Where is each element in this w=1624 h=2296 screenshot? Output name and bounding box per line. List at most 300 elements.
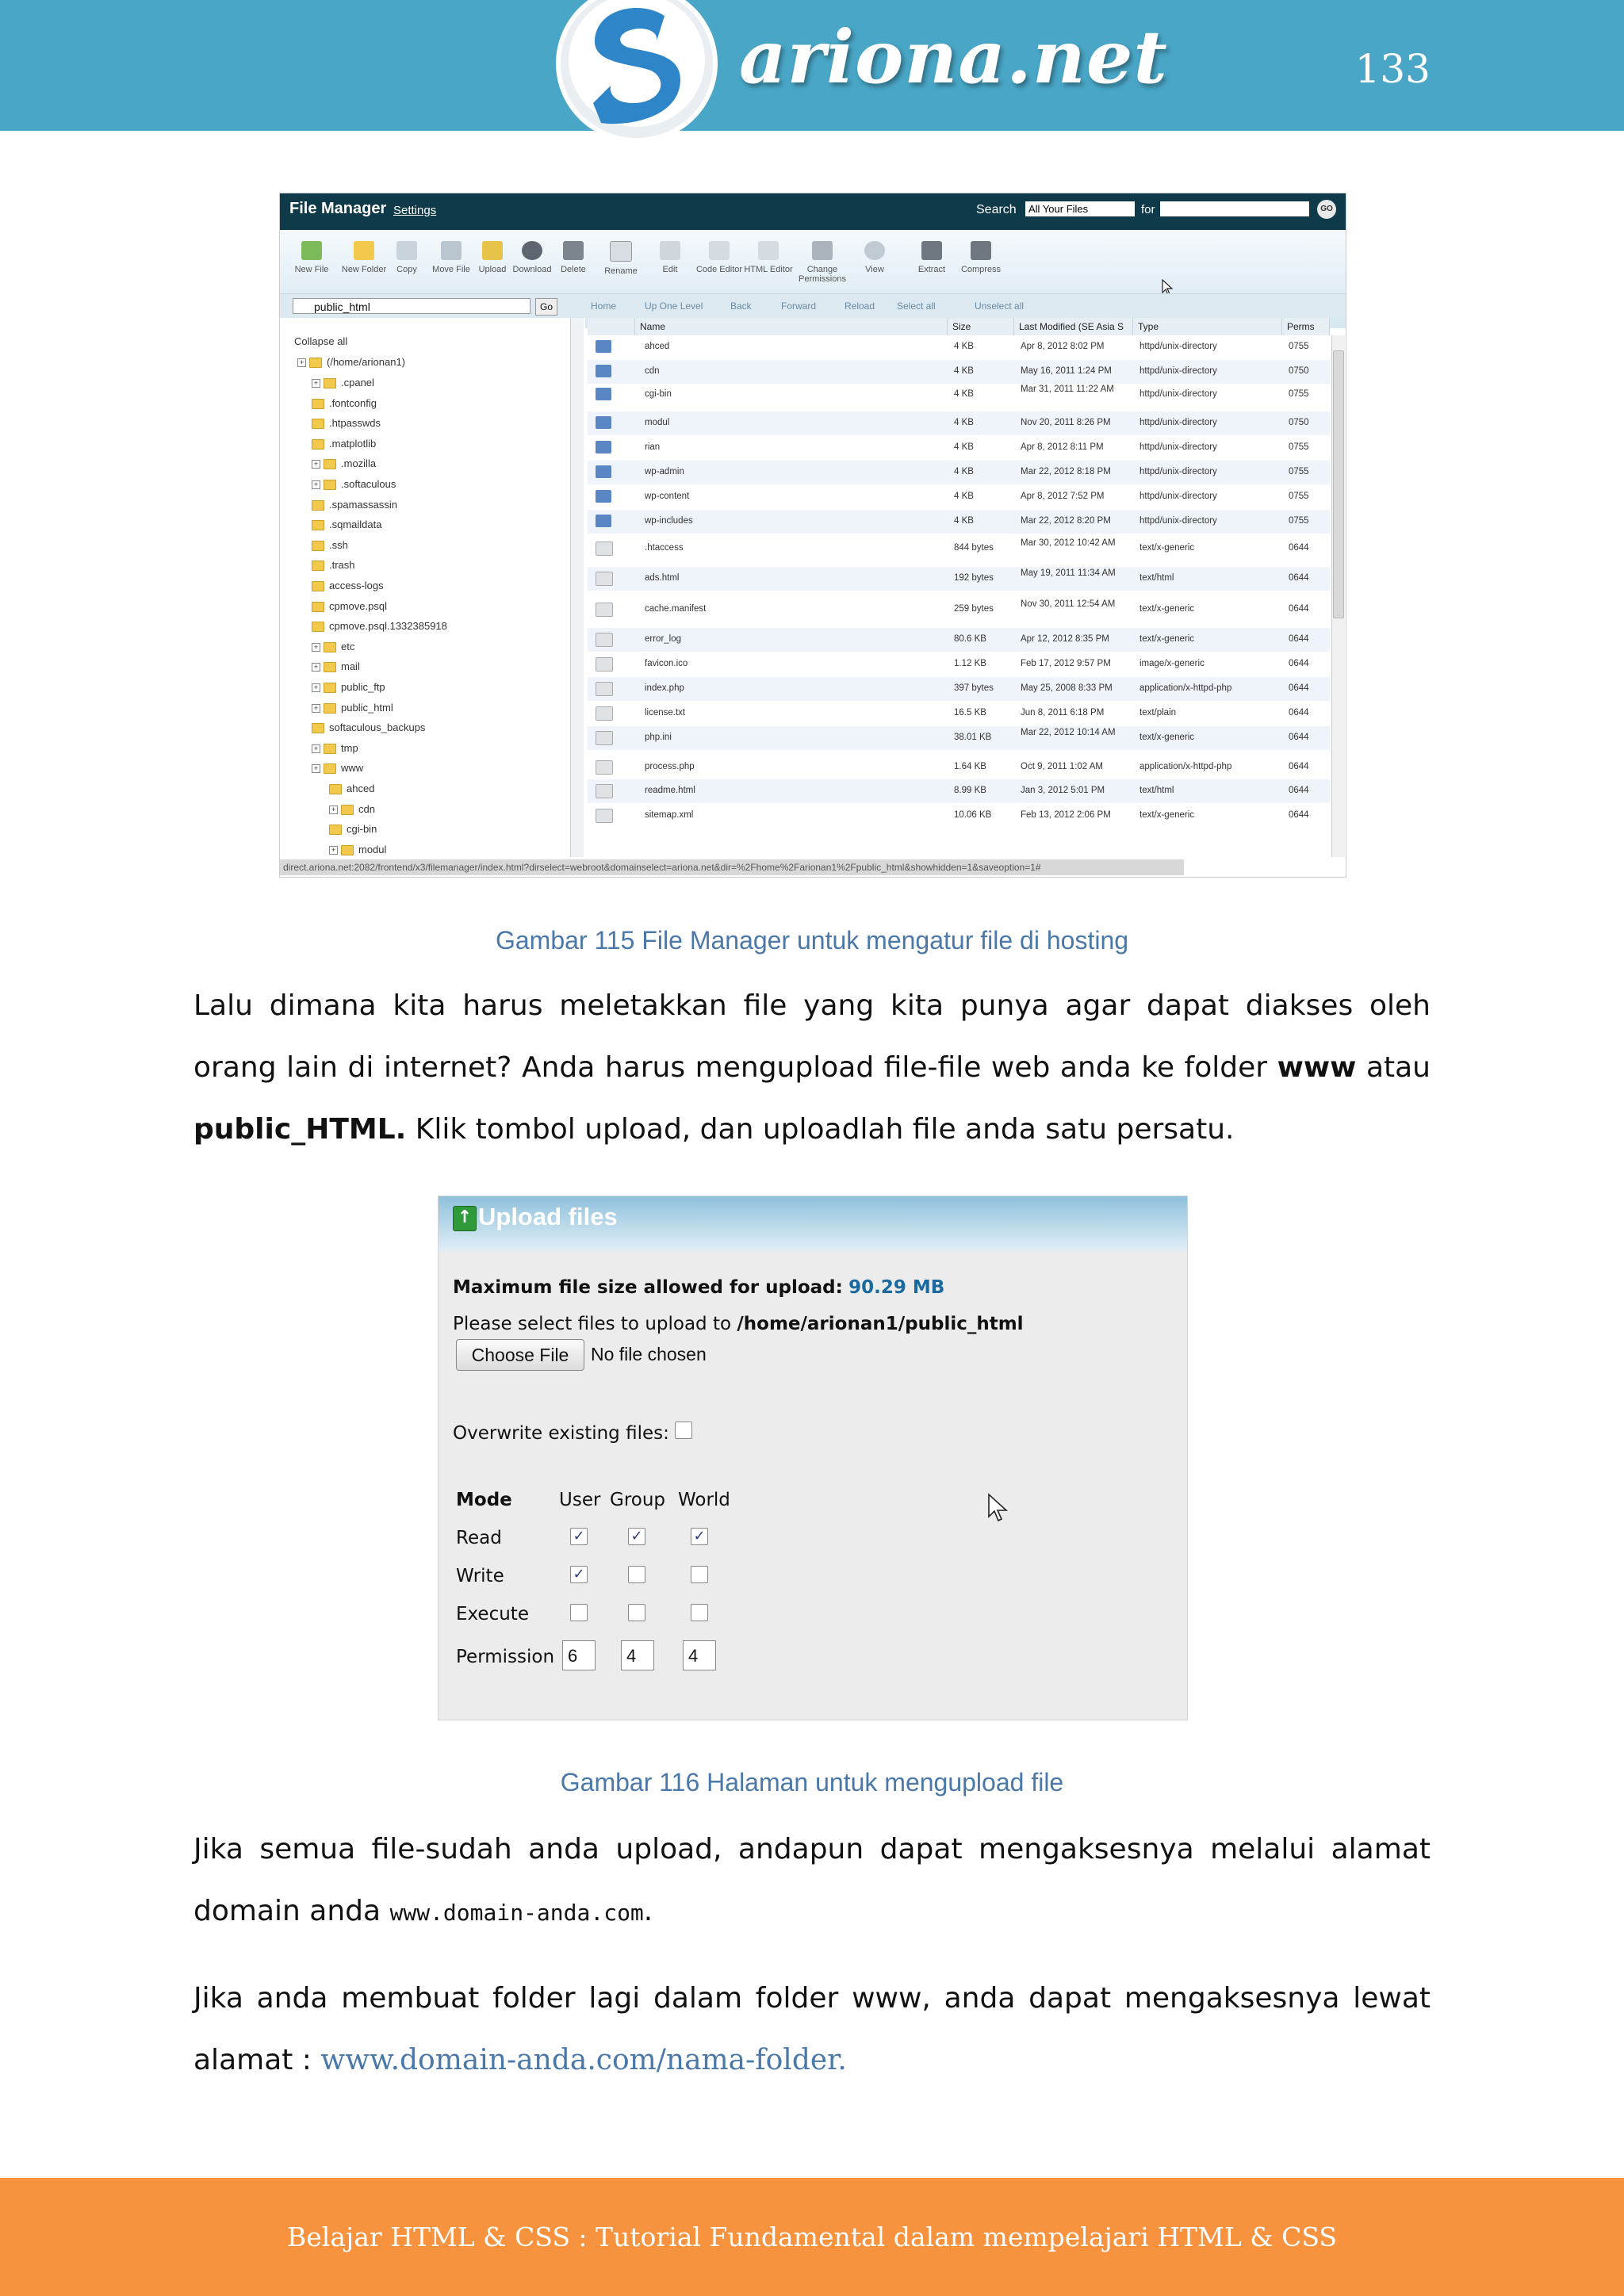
cell-name: wp-content bbox=[645, 492, 690, 501]
ariona-logo-icon bbox=[553, 0, 720, 147]
paragraph-subfolder-access: Jika anda membuat folder lagi dalam folder www, anda dapat mengaksesnya lewat alamat : www.domain-anda.com/nama-folder. bbox=[193, 1982, 1431, 2076]
nav-back[interactable]: Back bbox=[730, 300, 752, 312]
cell-name: ads.html bbox=[645, 573, 680, 583]
extract-button[interactable]: Extract bbox=[906, 241, 957, 274]
read-group-checkbox[interactable]: ✓ bbox=[628, 1528, 645, 1545]
cell-size: 4 KB bbox=[954, 467, 974, 476]
cell-type: text/html bbox=[1139, 573, 1174, 583]
file-manager-topbar bbox=[280, 193, 1346, 230]
cell-size: 259 bytes bbox=[954, 604, 994, 614]
cell-type: httpd/unix-directory bbox=[1139, 492, 1217, 501]
cell-type: httpd/unix-directory bbox=[1139, 442, 1217, 452]
cell-perms: 0755 bbox=[1289, 467, 1309, 476]
table-row[interactable] bbox=[588, 652, 1330, 676]
upload-header bbox=[439, 1196, 1187, 1253]
magnifier-icon bbox=[864, 241, 885, 260]
tree-folder[interactable]: .trash bbox=[312, 559, 355, 571]
folder-icon bbox=[324, 744, 336, 754]
expand-toggle-icon[interactable]: + bbox=[312, 663, 320, 672]
execute-group-checkbox[interactable] bbox=[628, 1604, 645, 1621]
cell-name: .htaccess bbox=[645, 543, 684, 553]
tree-root[interactable]: + (/home/arionan1) bbox=[297, 356, 405, 368]
edit-button[interactable]: Edit bbox=[645, 241, 695, 274]
cell-perms: 0644 bbox=[1289, 634, 1309, 644]
figure-caption-115: Gambar 115 File Manager untuk mengatur file di hosting bbox=[495, 926, 1129, 955]
tree-folder[interactable]: .spamassassin bbox=[312, 499, 397, 511]
file-icon bbox=[596, 633, 613, 647]
folder-icon bbox=[341, 805, 354, 815]
copy-icon bbox=[396, 241, 417, 260]
cell-modified: Mar 22, 2012 8:20 PM bbox=[1021, 516, 1111, 526]
change-permissions-button[interactable]: Change Permissions bbox=[797, 241, 848, 284]
folder-icon bbox=[312, 419, 324, 429]
folder-icon bbox=[596, 490, 611, 503]
table-row[interactable] bbox=[588, 436, 1330, 460]
cell-modified: May 25, 2008 8:33 PM bbox=[1021, 683, 1113, 693]
cell-type: text/x-generic bbox=[1139, 634, 1195, 644]
nav-up-one-level[interactable]: Up One Level bbox=[645, 300, 703, 312]
compress-icon bbox=[971, 241, 991, 260]
cell-modified: May 19, 2011 11:34 AM bbox=[1021, 568, 1116, 578]
read-user-checkbox[interactable]: ✓ bbox=[570, 1528, 588, 1545]
permission-user-input[interactable]: 6 bbox=[562, 1640, 596, 1670]
rename-button[interactable]: Rename bbox=[596, 241, 646, 276]
cell-size: 4 KB bbox=[954, 442, 974, 452]
nav-forward[interactable]: Forward bbox=[781, 300, 817, 312]
folder-icon bbox=[596, 441, 611, 453]
expand-toggle-icon[interactable]: + bbox=[312, 480, 320, 489]
cell-perms: 0755 bbox=[1289, 442, 1309, 452]
cell-size: 1.12 KB bbox=[954, 659, 986, 668]
tree-folder[interactable]: ahced bbox=[329, 783, 374, 794]
execute-user-checkbox[interactable] bbox=[570, 1604, 588, 1621]
cell-name: cdn bbox=[645, 366, 660, 376]
table-row[interactable] bbox=[588, 461, 1330, 484]
folder-icon bbox=[596, 416, 611, 429]
cell-modified: Jan 3, 2012 5:01 PM bbox=[1021, 786, 1105, 795]
write-world-checkbox[interactable] bbox=[691, 1566, 708, 1583]
folder-icon bbox=[312, 622, 324, 632]
cell-name: php.ini bbox=[645, 733, 672, 742]
file-icon bbox=[596, 809, 613, 823]
expand-toggle-icon[interactable]: + bbox=[312, 704, 320, 713]
cell-perms: 0644 bbox=[1289, 543, 1309, 553]
permission-group-input[interactable]: 4 bbox=[621, 1640, 654, 1670]
expand-toggle-icon[interactable]: + bbox=[329, 846, 338, 855]
cell-perms: 0750 bbox=[1289, 418, 1309, 427]
cell-name: license.txt bbox=[645, 708, 686, 718]
page-footer bbox=[0, 2178, 1624, 2296]
read-label: Read bbox=[456, 1528, 502, 1548]
path-go-button[interactable]: Go bbox=[535, 298, 557, 316]
copy-button[interactable]: Copy bbox=[381, 241, 432, 274]
folder-icon bbox=[324, 703, 336, 714]
nav-select-all[interactable]: Select all bbox=[897, 300, 936, 312]
tree-folder[interactable]: + mail bbox=[312, 660, 360, 672]
table-row[interactable] bbox=[588, 510, 1330, 534]
cell-name: readme.html bbox=[645, 786, 695, 795]
cell-perms: 0644 bbox=[1289, 683, 1309, 693]
tree-folder[interactable]: + etc bbox=[312, 641, 354, 652]
file-icon bbox=[596, 572, 613, 586]
search-input[interactable] bbox=[1160, 201, 1309, 216]
new-file-button[interactable]: New File bbox=[286, 241, 337, 274]
tree-folder[interactable]: .htpasswds bbox=[312, 417, 381, 429]
path-bar bbox=[280, 293, 1346, 318]
folder-icon bbox=[324, 662, 336, 672]
folder-icon bbox=[324, 480, 336, 490]
folder-icon bbox=[312, 500, 324, 511]
cell-type: httpd/unix-directory bbox=[1139, 342, 1217, 351]
cell-size: 4 KB bbox=[954, 418, 974, 427]
table-row[interactable] bbox=[588, 628, 1330, 652]
upload-icon bbox=[482, 241, 503, 260]
folder-icon bbox=[312, 602, 324, 612]
new-folder-icon bbox=[354, 241, 374, 260]
tree-folder[interactable]: + public_ftp bbox=[312, 681, 385, 693]
table-row[interactable] bbox=[588, 598, 1330, 622]
folder-icon bbox=[312, 723, 324, 733]
table-row[interactable] bbox=[588, 702, 1330, 725]
file-icon bbox=[596, 603, 613, 617]
search-label: Search bbox=[976, 203, 1017, 216]
file-icon bbox=[596, 784, 613, 798]
cell-type: application/x-httpd-php bbox=[1139, 762, 1232, 771]
move-file-icon bbox=[441, 241, 462, 260]
figure-caption-116: Gambar 116 Halaman untuk mengupload file bbox=[560, 1768, 1064, 1797]
table-row[interactable] bbox=[588, 726, 1330, 750]
download-button[interactable]: Download bbox=[507, 241, 557, 274]
path-input[interactable]: public_html bbox=[293, 298, 530, 314]
cell-modified: Nov 30, 2011 12:54 AM bbox=[1021, 599, 1116, 609]
cell-name: error_log bbox=[645, 634, 682, 644]
folder-icon bbox=[324, 378, 336, 388]
cell-size: 192 bytes bbox=[954, 573, 994, 583]
tree-folder[interactable]: + modul bbox=[329, 844, 386, 855]
cell-name: sitemap.xml bbox=[645, 810, 694, 820]
nav-unselect-all[interactable]: Unselect all bbox=[975, 300, 1025, 312]
footer-text: Belajar HTML & CSS : Tutorial Fundamental dalam mempelajari HTML & CSS bbox=[287, 2221, 1337, 2252]
nav-reload[interactable]: Reload bbox=[845, 300, 875, 312]
upload-title: Upload files bbox=[478, 1203, 618, 1230]
settings-link[interactable]: Settings bbox=[393, 204, 437, 217]
no-file-chosen-label: No file chosen bbox=[591, 1344, 707, 1364]
file-icon bbox=[596, 731, 613, 745]
execute-world-checkbox[interactable] bbox=[691, 1604, 708, 1621]
cell-modified: Mar 22, 2012 10:14 AM bbox=[1021, 728, 1116, 737]
cell-name: process.php bbox=[645, 762, 695, 771]
cell-name: ahced bbox=[645, 342, 670, 351]
cell-size: 80.6 KB bbox=[954, 634, 986, 644]
cell-perms: 0755 bbox=[1289, 516, 1309, 526]
subfolder-link[interactable]: www.domain-anda.com/nama-folder. bbox=[320, 2044, 847, 2076]
cell-modified: Apr 8, 2012 7:52 PM bbox=[1021, 492, 1105, 501]
column-perms[interactable]: Perms bbox=[1282, 318, 1330, 335]
cell-modified: Apr 12, 2012 8:35 PM bbox=[1021, 634, 1109, 644]
tree-folder[interactable]: cpmove.psql.1332385918 bbox=[312, 620, 447, 632]
folder-icon bbox=[341, 845, 354, 855]
cell-perms: 0750 bbox=[1289, 366, 1309, 376]
cell-type: text/x-generic bbox=[1139, 733, 1195, 742]
folder-icon bbox=[596, 365, 611, 377]
expand-toggle-icon[interactable]: + bbox=[329, 806, 338, 814]
read-world-checkbox[interactable]: ✓ bbox=[691, 1528, 708, 1545]
table-row[interactable] bbox=[588, 360, 1330, 384]
cell-perms: 0644 bbox=[1289, 733, 1309, 742]
file-manager-title: File Manager bbox=[289, 200, 387, 217]
file-icon bbox=[596, 760, 613, 775]
file-icon bbox=[596, 706, 613, 721]
write-group-checkbox[interactable] bbox=[628, 1566, 645, 1583]
table-scrollbar-thumb[interactable] bbox=[1333, 350, 1344, 618]
view-button[interactable]: View bbox=[849, 241, 900, 274]
folder-icon bbox=[324, 642, 336, 652]
cell-modified: Mar 31, 2011 11:22 AM bbox=[1021, 385, 1114, 394]
tree-folder[interactable]: + cdn bbox=[329, 803, 375, 815]
cell-name: index.php bbox=[645, 683, 684, 693]
folder-icon bbox=[324, 459, 336, 469]
table-row[interactable] bbox=[588, 335, 1330, 359]
tree-folder[interactable]: .fontconfig bbox=[312, 397, 377, 409]
cell-name: cgi-bin bbox=[645, 389, 672, 399]
folder-icon bbox=[309, 358, 322, 368]
tree-folder[interactable]: .ssh bbox=[312, 539, 348, 551]
expand-toggle-icon[interactable]: + bbox=[312, 379, 320, 388]
folder-icon bbox=[596, 388, 611, 400]
paragraph-upload-location: Lalu dimana kita harus meletakkan file yang kita punya agar dapat diakses oleh orang lain di internet? Anda harus mengupload file-file web anda ke folder www atau public_HTML. Klik tombol upload, dan uploadlah file anda satu persatu. bbox=[193, 989, 1431, 1146]
edit-icon bbox=[660, 241, 680, 260]
cell-size: 4 KB bbox=[954, 366, 974, 376]
search-for-label: for bbox=[1141, 203, 1155, 216]
tree-folder[interactable]: .sqmaildata bbox=[312, 519, 381, 530]
expand-toggle-icon[interactable]: + bbox=[312, 764, 320, 773]
table-row[interactable] bbox=[588, 411, 1330, 435]
file-icon bbox=[596, 657, 613, 672]
page-number: 133 bbox=[1354, 46, 1431, 92]
move-file-button[interactable]: Move File bbox=[426, 241, 477, 274]
folder-icon bbox=[312, 439, 324, 450]
folder-icon bbox=[312, 520, 324, 530]
cell-perms: 0755 bbox=[1289, 342, 1309, 351]
column-modified[interactable]: Last Modified (SE Asia S bbox=[1014, 318, 1133, 335]
cell-name: modul bbox=[645, 418, 670, 427]
cell-type: image/x-generic bbox=[1139, 659, 1205, 668]
cell-perms: 0755 bbox=[1289, 389, 1309, 399]
tree-folder[interactable]: cgi-bin bbox=[329, 823, 377, 835]
page-header bbox=[0, 0, 1624, 131]
column-type[interactable]: Type bbox=[1133, 318, 1282, 335]
tree-folder[interactable]: access-logs bbox=[312, 580, 384, 591]
tree-folder[interactable]: + .mozilla bbox=[312, 457, 376, 469]
cell-size: 8.99 KB bbox=[954, 786, 986, 795]
cell-modified: Feb 17, 2012 9:57 PM bbox=[1021, 659, 1111, 668]
folder-icon bbox=[312, 561, 324, 571]
cell-type: httpd/unix-directory bbox=[1139, 366, 1217, 376]
tree-folder[interactable]: + www bbox=[312, 762, 363, 774]
search-go-button[interactable]: GO bbox=[1317, 200, 1336, 219]
cell-modified: Apr 8, 2012 8:11 PM bbox=[1021, 442, 1104, 452]
code-editor-button[interactable]: Code Editor bbox=[694, 241, 745, 274]
upload-files-screenshot bbox=[438, 1196, 1188, 1720]
rename-icon bbox=[610, 241, 632, 262]
folder-icon bbox=[312, 541, 324, 551]
cell-size: 1.64 KB bbox=[954, 762, 986, 771]
cell-size: 844 bytes bbox=[954, 543, 994, 553]
cell-size: 4 KB bbox=[954, 389, 974, 399]
cell-perms: 0644 bbox=[1289, 810, 1309, 820]
tree-collapse-all[interactable]: Collapse all bbox=[294, 335, 348, 347]
html-editor-button[interactable]: HTML Editor bbox=[743, 241, 794, 274]
cell-name: wp-admin bbox=[645, 467, 684, 476]
compress-button[interactable]: Compress bbox=[956, 241, 1006, 274]
cell-type: httpd/unix-directory bbox=[1139, 389, 1217, 399]
folder-tree bbox=[280, 318, 585, 857]
tree-folder[interactable]: + .softaculous bbox=[312, 478, 396, 490]
expand-toggle-icon[interactable]: + bbox=[297, 358, 306, 367]
group-header: Group bbox=[610, 1490, 666, 1510]
permission-label: Permission bbox=[456, 1647, 555, 1667]
tree-folder[interactable]: cpmove.psql bbox=[312, 600, 387, 612]
write-user-checkbox[interactable]: ✓ bbox=[570, 1566, 588, 1583]
folder-icon bbox=[312, 399, 324, 409]
status-bar-url: direct.ariona.net:2082/frontend/x3/filemanager/index.html?dirselect=webroot&domainselect=ariona.net&dir=%2Fhome%2Farionan1%2Fpublic_html&showhidden=1&saveoption=1# bbox=[280, 859, 1184, 875]
permission-world-input[interactable]: 4 bbox=[683, 1640, 716, 1670]
cell-name: favicon.ico bbox=[645, 659, 688, 668]
tree-folder[interactable]: softaculous_backups bbox=[312, 721, 425, 733]
folder-icon bbox=[596, 340, 611, 353]
cell-perms: 0644 bbox=[1289, 708, 1309, 718]
new-folder-button[interactable]: New Folder bbox=[339, 241, 389, 274]
folder-icon bbox=[596, 515, 611, 527]
delete-icon bbox=[563, 241, 584, 260]
column-name[interactable]: Name bbox=[635, 318, 948, 335]
extract-icon bbox=[921, 241, 942, 260]
download-icon bbox=[522, 241, 542, 260]
cell-type: text/html bbox=[1139, 786, 1174, 795]
delete-button[interactable]: Delete bbox=[548, 241, 599, 274]
cell-size: 10.06 KB bbox=[954, 810, 992, 820]
cell-size: 397 bytes bbox=[954, 683, 994, 693]
cell-perms: 0644 bbox=[1289, 604, 1309, 614]
expand-toggle-icon[interactable]: + bbox=[312, 744, 320, 753]
table-row[interactable] bbox=[588, 804, 1330, 828]
cell-type: httpd/unix-directory bbox=[1139, 418, 1217, 427]
tree-folder[interactable]: + public_html bbox=[312, 702, 393, 714]
cell-type: httpd/unix-directory bbox=[1139, 467, 1217, 476]
execute-label: Execute bbox=[456, 1604, 529, 1624]
cell-size: 4 KB bbox=[954, 342, 974, 351]
upload-button[interactable]: Upload bbox=[467, 241, 518, 274]
cell-modified: Jun 8, 2011 6:18 PM bbox=[1021, 708, 1105, 718]
cell-type: text/x-generic bbox=[1139, 810, 1195, 820]
table-row[interactable] bbox=[588, 677, 1330, 701]
brand-name: ariona.net bbox=[739, 14, 1168, 100]
overwrite-label: Overwrite existing files: bbox=[453, 1423, 669, 1444]
expand-toggle-icon[interactable]: + bbox=[312, 460, 320, 469]
cell-modified: Oct 9, 2011 1:02 AM bbox=[1021, 762, 1103, 771]
column-size[interactable]: Size bbox=[948, 318, 1014, 335]
tree-folder[interactable]: + .cpanel bbox=[312, 377, 374, 388]
user-header: User bbox=[559, 1490, 601, 1510]
folder-icon bbox=[324, 763, 336, 774]
new-file-icon bbox=[301, 241, 322, 260]
key-icon bbox=[812, 241, 833, 260]
write-label: Write bbox=[456, 1566, 504, 1586]
world-header: World bbox=[678, 1490, 730, 1510]
cell-type: application/x-httpd-php bbox=[1139, 683, 1232, 693]
cell-perms: 0644 bbox=[1289, 762, 1309, 771]
tree-folder[interactable]: + tmp bbox=[312, 742, 358, 754]
table-row[interactable] bbox=[588, 383, 1330, 407]
table-row[interactable] bbox=[588, 537, 1330, 561]
table-row[interactable] bbox=[588, 756, 1330, 779]
cell-perms: 0644 bbox=[1289, 659, 1309, 668]
file-icon bbox=[596, 541, 613, 556]
file-manager-screenshot bbox=[279, 193, 1346, 878]
table-row[interactable] bbox=[588, 567, 1330, 591]
cell-size: 4 KB bbox=[954, 516, 974, 526]
mouse-cursor-icon bbox=[987, 1493, 1009, 1523]
paragraph-access-domain: Jika semua file-sudah anda upload, andapun dapat mengaksesnya melalui alamat domain anda www.domain-anda.com. bbox=[193, 1833, 1431, 1927]
max-file-size: Maximum file size allowed for upload: 90.29 MB bbox=[453, 1277, 945, 1298]
folder-icon bbox=[312, 581, 324, 591]
cell-type: text/x-generic bbox=[1139, 604, 1195, 614]
upload-destination: Please select files to upload to /home/arionan1/public_html bbox=[453, 1314, 1024, 1334]
choose-file-button[interactable]: Choose File bbox=[456, 1339, 584, 1371]
file-icon bbox=[596, 682, 613, 696]
cell-modified: May 16, 2011 1:24 PM bbox=[1021, 366, 1112, 376]
cell-name: cache.manifest bbox=[645, 604, 707, 614]
expand-toggle-icon[interactable]: + bbox=[312, 683, 320, 692]
cell-modified: Nov 20, 2011 8:26 PM bbox=[1021, 418, 1111, 427]
pane-splitter[interactable] bbox=[570, 318, 584, 857]
cell-modified: Apr 8, 2012 8:02 PM bbox=[1021, 342, 1105, 351]
nav-home[interactable]: Home bbox=[591, 300, 617, 312]
cell-size: 16.5 KB bbox=[954, 708, 986, 718]
mode-header: Mode bbox=[456, 1490, 512, 1510]
cell-modified: Mar 30, 2012 10:42 AM bbox=[1021, 538, 1116, 548]
cell-type: text/plain bbox=[1139, 708, 1177, 718]
expand-toggle-icon[interactable]: + bbox=[312, 643, 320, 652]
cell-size: 38.01 KB bbox=[954, 733, 992, 742]
code-editor-icon bbox=[709, 241, 730, 260]
table-row[interactable] bbox=[588, 779, 1330, 803]
folder-icon bbox=[329, 784, 342, 794]
folder-icon bbox=[596, 465, 611, 478]
file-table bbox=[588, 318, 1346, 857]
html-editor-icon bbox=[758, 241, 779, 260]
folder-icon bbox=[324, 683, 336, 693]
search-scope-select[interactable]: All Your Files bbox=[1025, 201, 1135, 216]
table-row[interactable] bbox=[588, 485, 1330, 509]
cell-modified: Feb 13, 2012 2:06 PM bbox=[1021, 810, 1111, 820]
overwrite-checkbox[interactable] bbox=[675, 1422, 692, 1439]
cell-size: 4 KB bbox=[954, 492, 974, 501]
cell-modified: Mar 22, 2012 8:18 PM bbox=[1021, 467, 1111, 476]
upload-arrow-icon: ↑ bbox=[453, 1206, 477, 1231]
tree-folder[interactable]: .matplotlib bbox=[312, 438, 376, 450]
cell-name: wp-includes bbox=[645, 516, 693, 526]
folder-icon bbox=[329, 825, 342, 835]
cell-type: text/x-generic bbox=[1139, 543, 1195, 553]
column-select bbox=[588, 318, 635, 335]
cell-type: httpd/unix-directory bbox=[1139, 516, 1217, 526]
cell-perms: 0644 bbox=[1289, 573, 1309, 583]
cell-name: rian bbox=[645, 442, 661, 452]
cell-perms: 0755 bbox=[1289, 492, 1309, 501]
domain-code: www.domain-anda.com bbox=[389, 1900, 644, 1926]
cell-perms: 0644 bbox=[1289, 786, 1309, 795]
